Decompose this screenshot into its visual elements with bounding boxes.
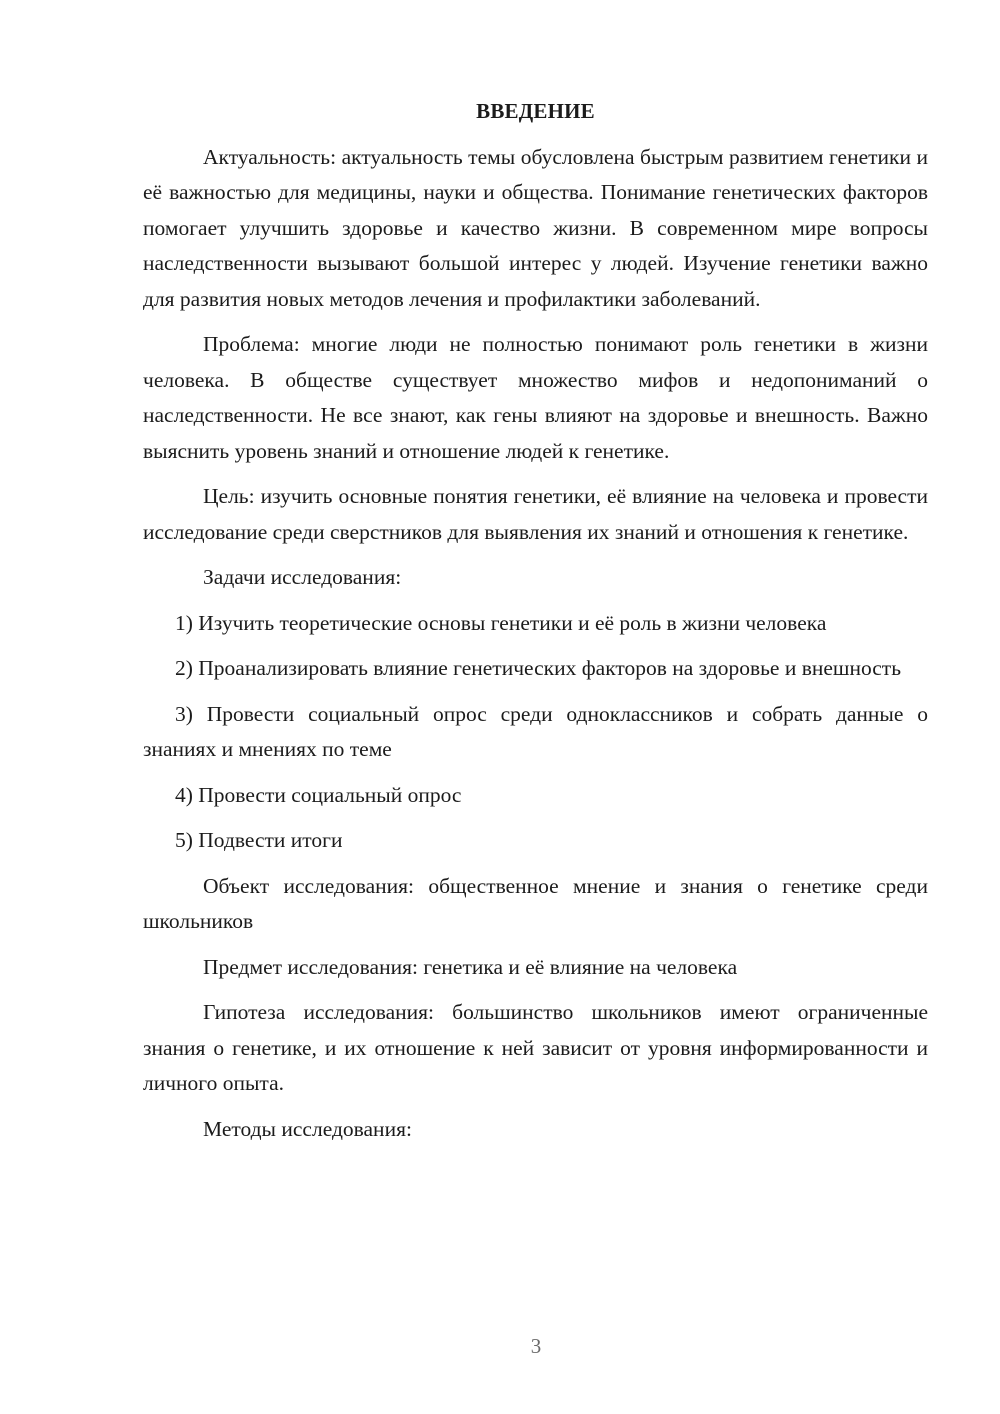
task-item-3: 3) Провести социальный опрос среди одноклассников и собрать данные о знаниях и мнениях по теме [143,701,928,761]
task-item-2: 2) Проанализировать влияние генетических факторов на здоровье и внешность [175,656,902,680]
section-title: ВВЕДЕНИЕ [476,99,595,123]
goal-paragraph: Цель: изучить основные понятия генетики, её влияние на человека и провести исследование среди сверстников для выявления их знаний и отношения к генетике. [143,484,928,544]
problem-paragraph: Проблема: многие люди не полностью понимают роль генетики в жизни человека. В обществе существует множество мифов и недопониманий о наследственности. Не все знают, как гены влияют на здоровье и внешность. Важно выяснить уровень знаний и отношение людей к генетике. [143,332,928,463]
hypothesis-paragraph: Гипотеза исследования: большинство школьников имеют ограниченные знания о генетике, и их отношение к ней зависит от уровня информированности и личного опыта. [143,1000,928,1095]
research-subject-paragraph: Предмет исследования: генетика и её влияние на человека [203,954,738,979]
tasks-heading: Задачи исследования: [203,565,402,589]
page-number: 3 [530,1334,542,1358]
research-object-paragraph: Объект исследования: общественное мнение и знания о генетике среди школьников [143,873,928,933]
relevance-paragraph: Актуальность: актуальность темы обусловлена быстрым развитием генетики и её важностью для медицины, науки и общества. Понимание генетических факторов помогает улучшить здоровье и качество жизни. В современном мире вопросы наследственности вызывают большой интерес у людей. Изучение генетики важно для развития новых методов лечения и профилактики заболеваний. [143,144,928,311]
task-item-5: 5) Подвести итоги [175,828,343,852]
page-content [143,94,928,1147]
task-item-1: 1) Изучить теоретические основы генетики и её роль в жизни человека [175,610,827,635]
methods-heading: Методы исследования: [203,1116,412,1141]
task-item-4: 4) Провести социальный опрос [175,782,462,807]
